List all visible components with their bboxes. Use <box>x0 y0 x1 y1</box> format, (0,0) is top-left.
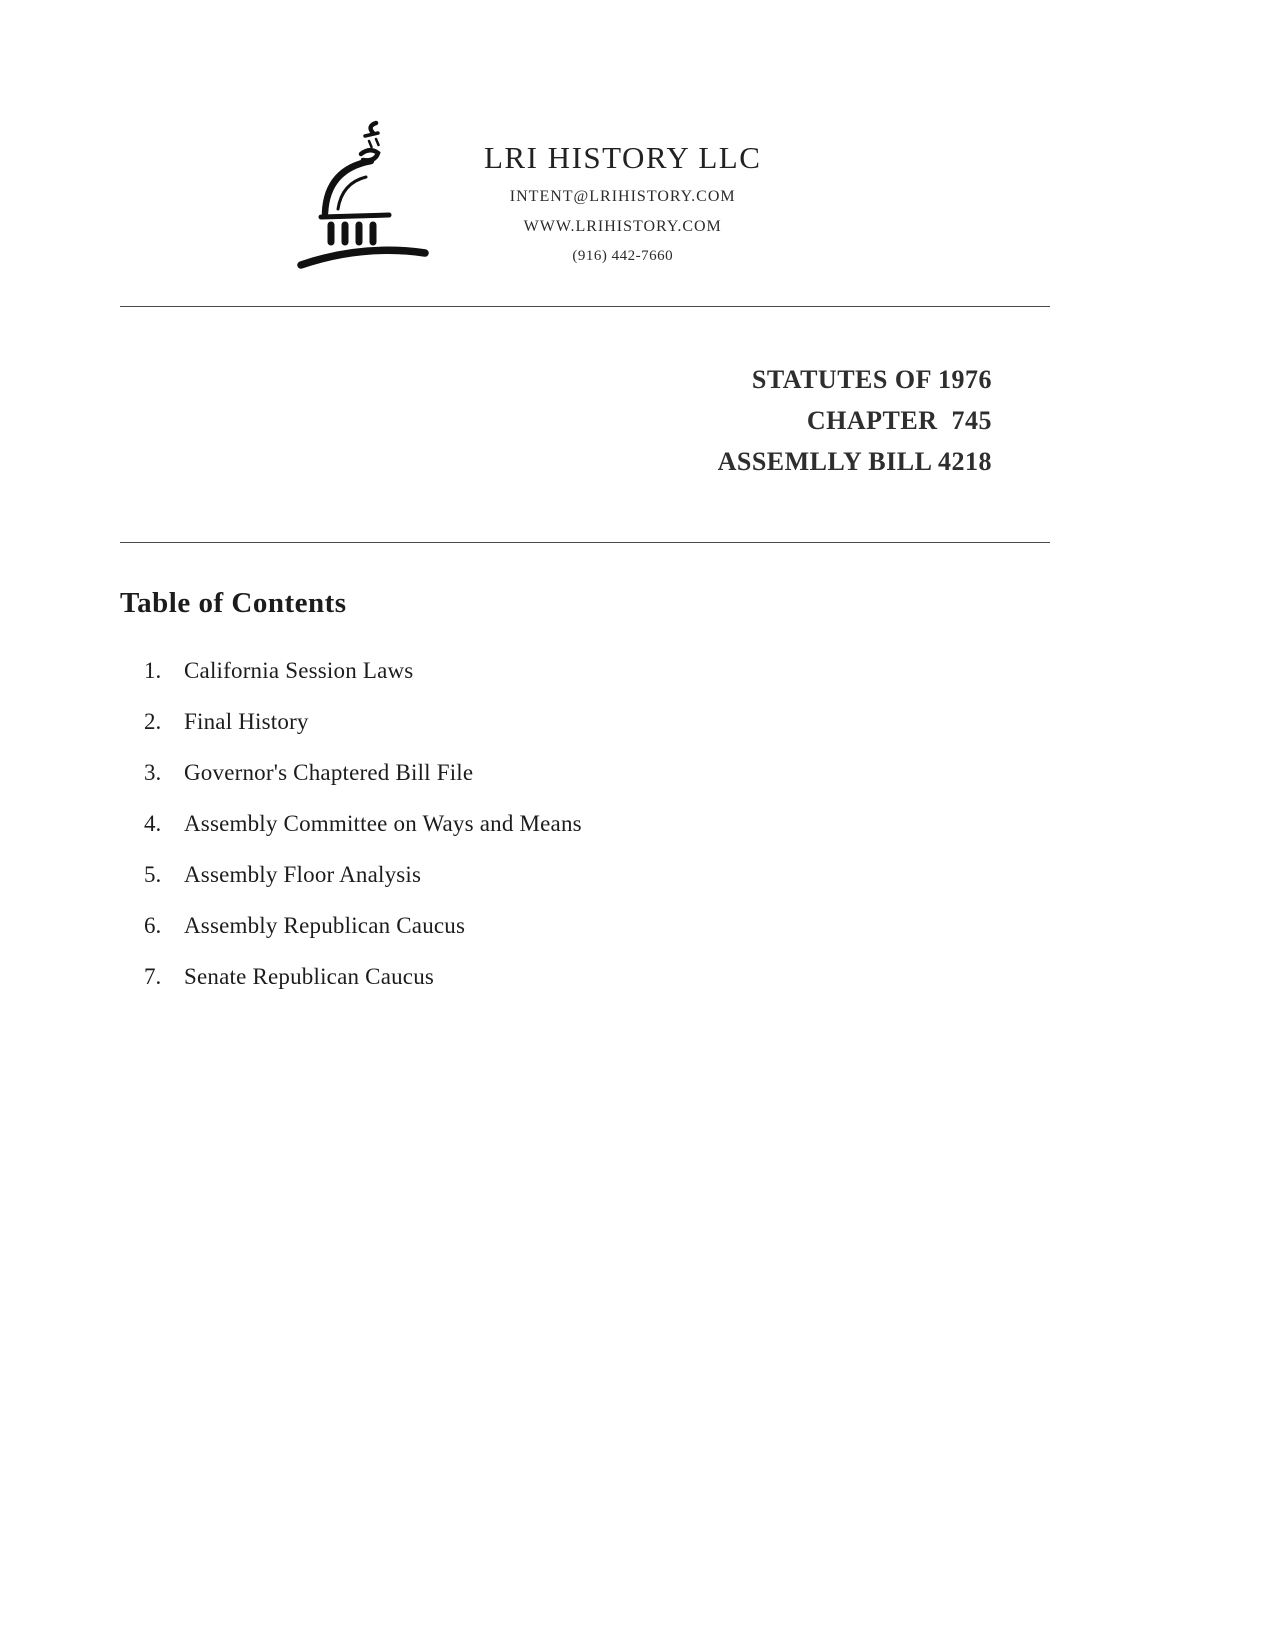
toc-item-number: 7. <box>144 964 162 989</box>
capitol-dome-logo <box>292 116 442 276</box>
toc-item-number: 1. <box>144 658 162 683</box>
toc-item-number: 2. <box>144 709 162 734</box>
divider-top <box>120 306 1050 307</box>
toc-item-number: 4. <box>144 811 162 836</box>
toc-item <box>120 862 1050 888</box>
toc-item-label: Final History <box>184 709 309 734</box>
letterhead <box>292 116 1050 276</box>
toc-item <box>120 760 1050 786</box>
toc-item <box>120 811 1050 837</box>
title-statutes: STATUTES OF 1976 <box>751 365 992 394</box>
title-bill: ASSEMLLY BILL 4218 <box>717 447 992 476</box>
toc-list <box>120 658 1050 990</box>
title-chapter: CHAPTER 745 <box>806 406 992 435</box>
toc-item <box>120 913 1050 939</box>
company-phone: (916) 442-7660 <box>572 248 674 264</box>
toc-item-label: Assembly Committee on Ways and Means <box>184 811 582 836</box>
toc-item <box>120 709 1050 735</box>
toc-item-label: Assembly Floor Analysis <box>184 862 422 887</box>
toc-item-label: Governor's Chaptered Bill File <box>184 760 474 785</box>
toc-item-number: 6. <box>144 913 162 938</box>
company-name: LRI HISTORY LLC <box>484 140 762 175</box>
document-title-block <box>120 359 1050 482</box>
toc-item <box>120 964 1050 990</box>
divider-bottom <box>120 542 1050 543</box>
toc-item-label: California Session Laws <box>184 658 414 683</box>
toc-heading: Table of Contents <box>120 587 347 619</box>
toc-item-label: Senate Republican Caucus <box>184 964 435 989</box>
toc-item-label: Assembly Republican Caucus <box>184 913 466 938</box>
toc-item <box>120 658 1050 684</box>
company-website: WWW.LRIHISTORY.COM <box>523 218 722 235</box>
toc-item-number: 5. <box>144 862 162 887</box>
toc-item-number: 3. <box>144 760 162 785</box>
letterhead-text <box>484 116 761 265</box>
company-email: INTENT@LRIHISTORY.COM <box>509 188 736 205</box>
